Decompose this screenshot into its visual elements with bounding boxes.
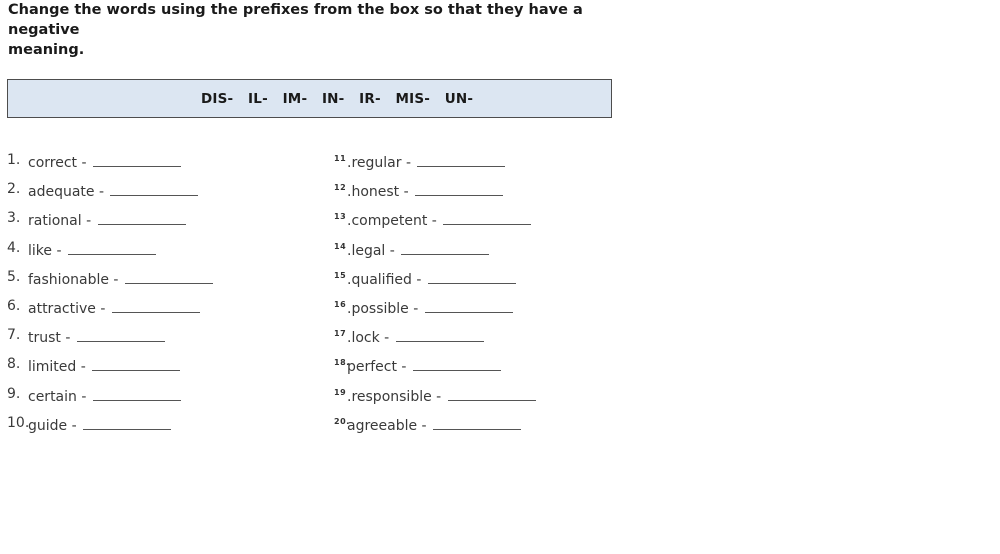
item-word-wrap bbox=[28, 240, 156, 259]
item-word: .regular - bbox=[347, 155, 411, 171]
item-word: certain - bbox=[28, 388, 87, 405]
answer-blank[interactable] bbox=[93, 152, 181, 167]
answer-blank[interactable] bbox=[77, 327, 165, 342]
answer-blank[interactable] bbox=[83, 415, 171, 430]
item-word: rational - bbox=[28, 213, 92, 230]
item-word: agreeable - bbox=[347, 417, 427, 434]
item-word-wrap bbox=[28, 415, 171, 434]
item-word-wrap bbox=[347, 269, 516, 288]
answer-blank[interactable] bbox=[428, 269, 516, 284]
item-word: .competent - bbox=[347, 213, 437, 230]
item-number: 13 bbox=[334, 212, 347, 222]
answer-blank[interactable] bbox=[425, 298, 513, 313]
item-number: 18. bbox=[334, 358, 350, 368]
answer-blank[interactable] bbox=[93, 386, 181, 401]
answer-blank[interactable] bbox=[98, 210, 186, 225]
item-word-wrap bbox=[347, 210, 531, 229]
item-word-wrap bbox=[347, 327, 484, 346]
item-word: .lock - bbox=[347, 330, 390, 347]
item-word-wrap bbox=[347, 386, 536, 405]
item-word: perfect - bbox=[347, 359, 407, 376]
item-word: .qualified - bbox=[347, 271, 422, 288]
item-number: 12 bbox=[334, 183, 347, 193]
instructions bbox=[8, 0, 608, 60]
item-word-wrap bbox=[28, 210, 186, 229]
item-word-wrap bbox=[28, 298, 200, 317]
answer-blank[interactable] bbox=[401, 240, 489, 255]
item-number: 1. bbox=[7, 152, 21, 168]
item-word-wrap bbox=[28, 386, 181, 405]
item-word: .legal - bbox=[347, 242, 395, 259]
item-word: limited - bbox=[28, 359, 86, 376]
item-number: 14 bbox=[334, 241, 347, 251]
item-number: 5. bbox=[7, 268, 21, 285]
prefix-list: DIS- IL- IM- IN- IR- MIS- UN- bbox=[201, 91, 474, 107]
item-word: .honest - bbox=[347, 184, 409, 201]
answer-blank[interactable] bbox=[110, 181, 198, 196]
prefix-box bbox=[7, 79, 612, 118]
item-word-wrap bbox=[28, 181, 198, 200]
instructions-line-2: meaning. bbox=[8, 42, 85, 58]
answer-blank[interactable] bbox=[415, 181, 503, 196]
item-number: 15 bbox=[334, 270, 347, 280]
item-word: correct - bbox=[28, 155, 87, 171]
item-word-wrap bbox=[347, 356, 501, 375]
item-word-wrap bbox=[347, 240, 489, 259]
item-word-wrap bbox=[347, 298, 513, 317]
item-number: 4. bbox=[7, 239, 21, 256]
item-number: 20. bbox=[334, 416, 350, 426]
item-number: 6. bbox=[7, 297, 21, 314]
item-number: 19 bbox=[334, 387, 347, 397]
instructions-line-1: Change the words using the prefixes from the box so that they have a negative bbox=[8, 2, 583, 38]
item-word: .responsible - bbox=[347, 388, 442, 405]
item-word: .possible - bbox=[347, 300, 419, 317]
item-number: 16 bbox=[334, 299, 347, 309]
item-word-wrap bbox=[28, 269, 213, 288]
item-number: 10. bbox=[7, 414, 30, 431]
item-word-wrap bbox=[28, 356, 180, 375]
item-number: 3. bbox=[7, 210, 21, 227]
answer-blank[interactable] bbox=[125, 269, 213, 284]
item-word: guide - bbox=[28, 417, 77, 434]
item-word: adequate - bbox=[28, 184, 105, 201]
item-word: attractive - bbox=[28, 300, 106, 317]
item-word-wrap bbox=[28, 327, 165, 346]
item-word: like - bbox=[28, 242, 62, 259]
answer-blank[interactable] bbox=[68, 240, 156, 255]
item-number: 11 bbox=[334, 154, 347, 163]
item-word: fashionable - bbox=[28, 271, 119, 288]
item-word-wrap bbox=[28, 152, 181, 171]
answer-blank[interactable] bbox=[443, 210, 531, 225]
answer-blank[interactable] bbox=[417, 152, 505, 167]
item-number: 7. bbox=[7, 327, 21, 344]
item-number: 2. bbox=[7, 181, 21, 198]
item-number: 8. bbox=[7, 356, 21, 373]
item-number: 9. bbox=[7, 385, 21, 402]
answer-blank[interactable] bbox=[448, 386, 536, 401]
answer-blank[interactable] bbox=[112, 298, 200, 313]
item-word: trust - bbox=[28, 330, 71, 347]
item-number: 17 bbox=[334, 329, 347, 339]
answer-blank[interactable] bbox=[433, 415, 521, 430]
answer-blank[interactable] bbox=[413, 356, 501, 371]
item-word-wrap bbox=[347, 415, 521, 434]
answer-blank[interactable] bbox=[92, 356, 180, 371]
answer-blank[interactable] bbox=[396, 327, 484, 342]
item-word-wrap bbox=[347, 152, 505, 171]
item-word-wrap bbox=[347, 181, 503, 200]
